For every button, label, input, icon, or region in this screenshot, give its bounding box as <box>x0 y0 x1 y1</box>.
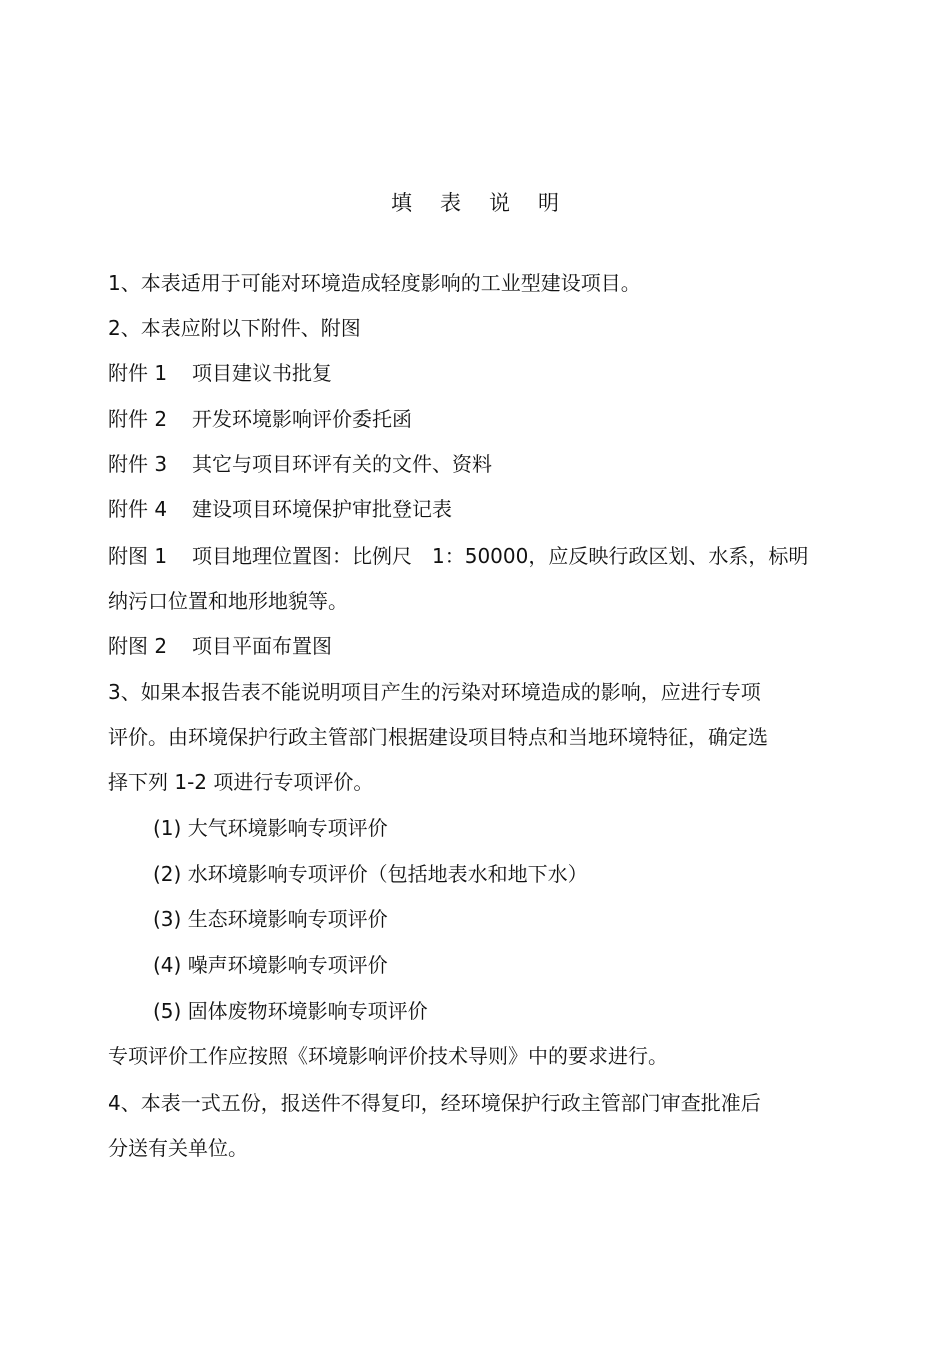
figure-label: 附图 1 <box>108 544 168 568</box>
attachment-text: 项目建议书批复 <box>192 361 332 385</box>
special-evaluation-item: (1) 大气环境影响专项评价 <box>153 816 388 840</box>
attachment-label: 附件 4 <box>108 497 168 521</box>
attachment-4 <box>108 494 452 524</box>
figure-1 <box>108 541 808 571</box>
figure-1-continued: 纳污口位置和地形地貌等。 <box>108 589 348 613</box>
attachment-label: 附件 2 <box>108 407 168 431</box>
instruction-4-line-1: 4、本表一式五份，报送件不得复印，经环境保护行政主管部门审查批准后 <box>108 1091 761 1115</box>
instruction-4-line-2: 分送有关单位。 <box>108 1136 248 1160</box>
special-evaluation-item: (3) 生态环境影响专项评价 <box>153 907 388 931</box>
instruction-1: 1、本表适用于可能对环境造成轻度影响的工业型建设项目。 <box>108 271 641 295</box>
special-evaluation-item: (2) 水环境影响专项评价（包括地表水和地下水） <box>153 862 588 886</box>
page-title: 填表说明 <box>391 191 587 215</box>
special-evaluation-item: (5) 固体废物环境影响专项评价 <box>153 999 428 1023</box>
figure-2 <box>108 631 332 661</box>
attachment-text: 建设项目环境保护审批登记表 <box>192 497 452 521</box>
figure-text: 项目平面布置图 <box>192 634 332 658</box>
figure-label: 附图 2 <box>108 634 168 658</box>
attachment-2 <box>108 404 412 434</box>
instruction-3-line-1: 3、如果本报告表不能说明项目产生的污染对环境造成的影响，应进行专项 <box>108 680 761 704</box>
instruction-3-line-3: 择下列 1-2 项进行专项评价。 <box>108 770 374 794</box>
attachment-3 <box>108 449 492 479</box>
special-evaluation-note: 专项评价工作应按照《环境影响评价技术导则》中的要求进行。 <box>108 1044 668 1068</box>
special-evaluation-item: (4) 噪声环境影响专项评价 <box>153 953 388 977</box>
figure-text: 项目地理位置图：比例尺 1：50000，应反映行政区划、水系，标明 <box>192 544 809 568</box>
attachment-1 <box>108 358 332 388</box>
attachment-text: 其它与项目环评有关的文件、资料 <box>192 452 492 476</box>
attachment-label: 附件 3 <box>108 452 168 476</box>
attachment-label: 附件 1 <box>108 361 168 385</box>
instruction-2: 2、本表应附以下附件、附图 <box>108 316 361 340</box>
instruction-3-line-2: 评价。由环境保护行政主管部门根据建设项目特点和当地环境特征，确定选 <box>108 725 768 749</box>
attachment-text: 开发环境影响评价委托函 <box>192 407 412 431</box>
